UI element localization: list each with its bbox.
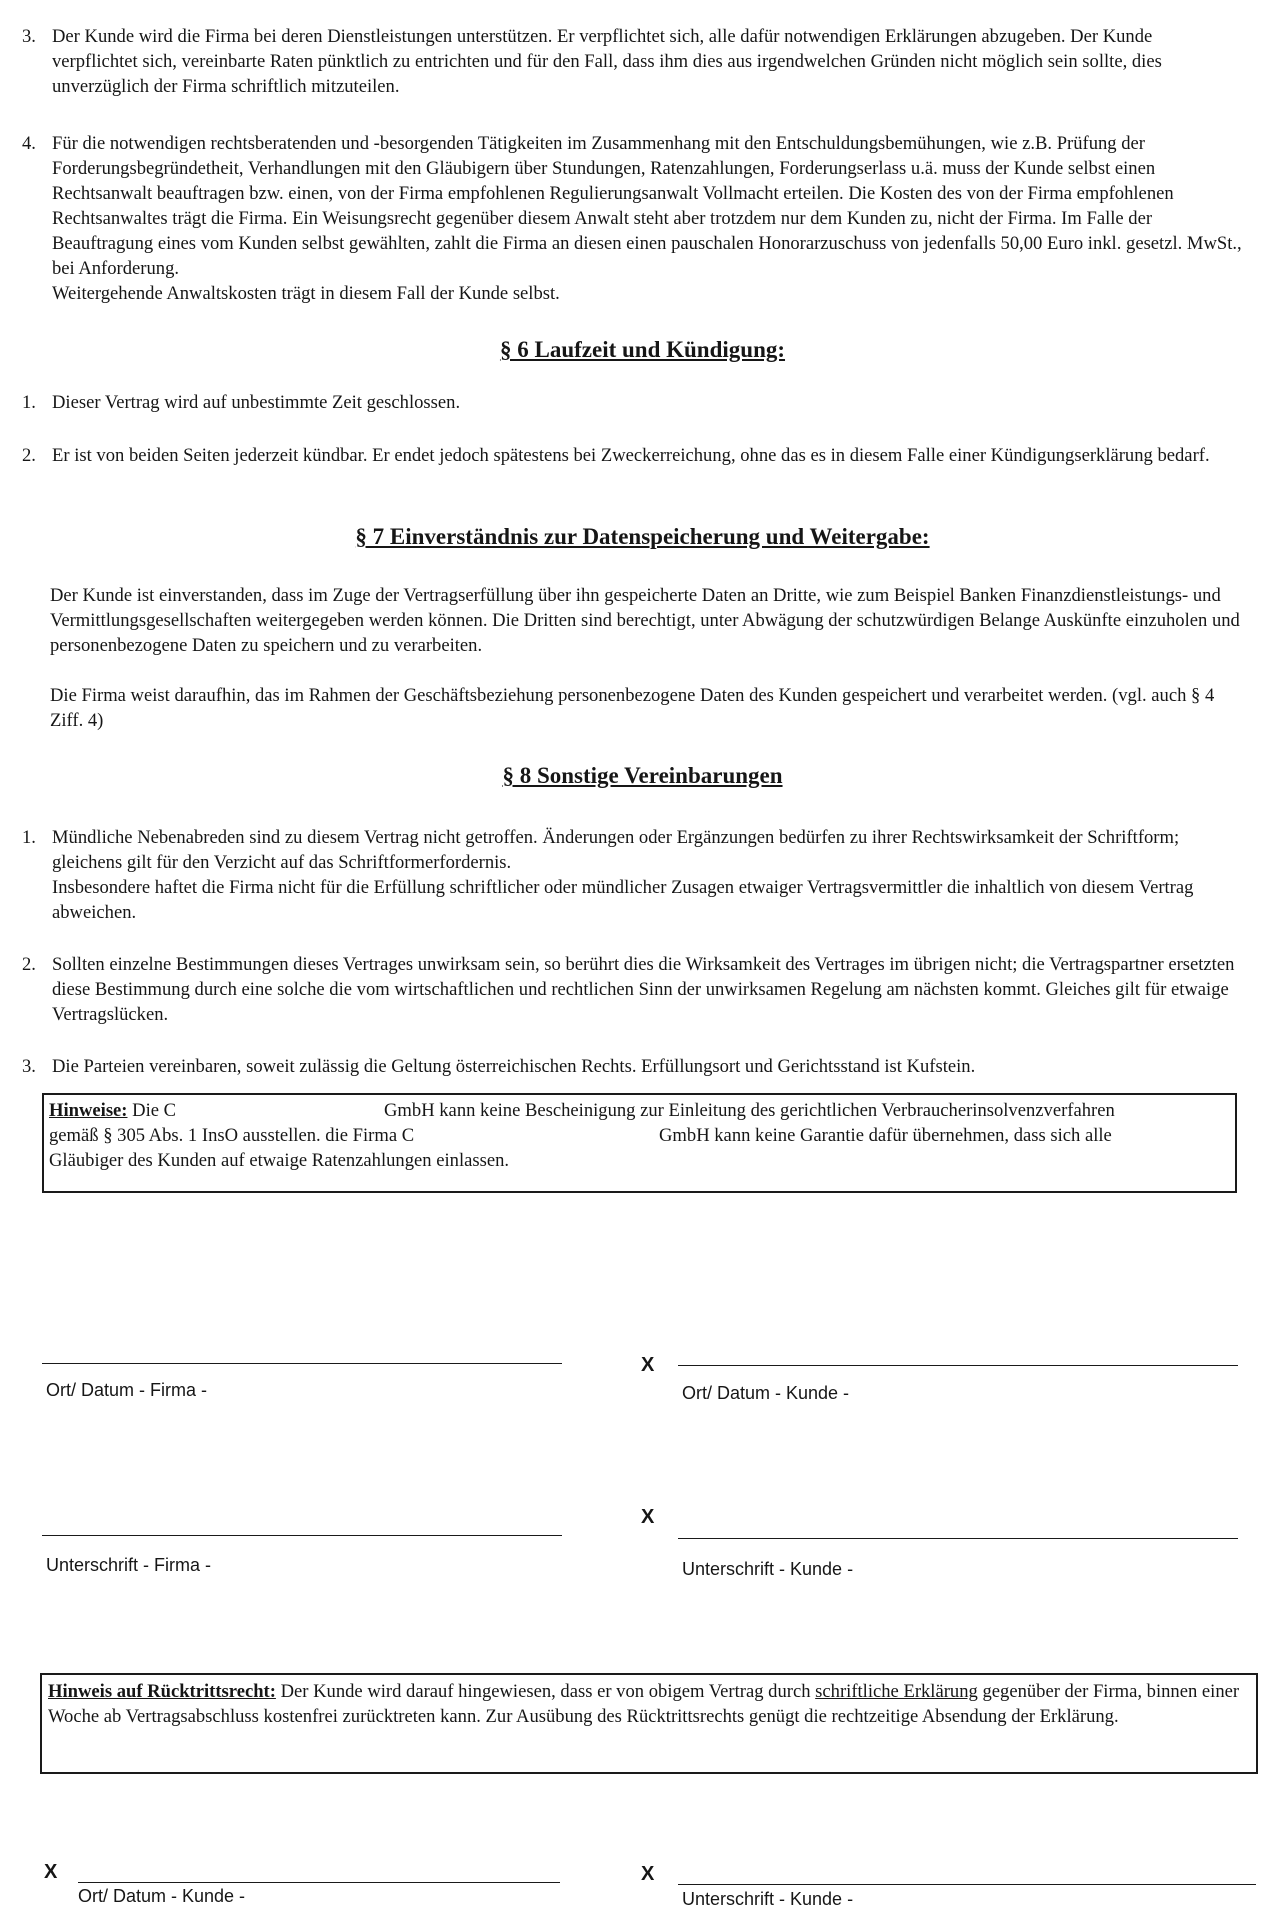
- withdrawal-text: gegenüber der Firma, binnen einer Woche ab Vertragsabschluss kostenfrei zurücktreten kann. Zur Ausübung des Rücktrittsrechts genügt die rechtzeitige Absendung der Erklärung.: [48, 1681, 1240, 1727]
- x-mark: X: [641, 1354, 655, 1376]
- clause-text: Dieser Vertrag wird auf unbestimmte Zeit geschlossen.: [52, 392, 461, 413]
- clause-number: 3.: [22, 1056, 36, 1077]
- clause-text: Für die notwendigen rechtsberatenden und -besorgenden Tätigkeiten im Zusammenhang mit den Entschuldungsbemühungen, wie z.B. Prüfung der Forderungsbegründetheit, Verhandlungen mit den Gläubigern über Stundungen, Ratenzahlungen, Forderungserlass u.ä. muss der Kunde selbst einen Rechtsanwalt beauftragen bzw. einen, von der Firma empfohlenen Regulierungsanwalt Vollmacht erteilen. Die Kosten des von der Firma empfohlenen Rechtsanwaltes trägt die Firma. Ein Weisungsrecht gegenüber diesem Anwalt steht aber trotzdem nur dem Kunden zu, nicht der Firma. Im Falle der Beauftragung eines vom Kunden selbst gewählten, zahlt die Firma an diesen einen pauschalen Honorarzuschuss von jedenfalls 50,00 Euro inkl. gesetzl. MwSt., bei Anforderung.: [52, 133, 1242, 279]
- clause-number: 1.: [22, 392, 36, 413]
- clause-number: 3.: [22, 26, 36, 47]
- signature-line-place-date-company[interactable]: [42, 1363, 562, 1364]
- withdrawal-label: Hinweis auf Rücktrittsrecht:: [48, 1681, 276, 1702]
- notice-label: Hinweise:: [49, 1100, 128, 1121]
- notice-text: Gläubiger des Kunden auf etwaige Ratenzahlungen einlassen.: [49, 1150, 510, 1171]
- section-7-paragraph-2: Die Firma weist daraufhin, das im Rahmen der Geschäftsbeziehung personenbezogene Daten des Kunden gespeichert und verarbeitet werden. (vgl. auch § 4 Ziff. 4): [50, 685, 1215, 731]
- withdrawal-text-underlined: schriftliche Erklärung: [815, 1681, 978, 1702]
- clause-number: 2.: [22, 445, 36, 466]
- notice-box: [42, 1093, 1237, 1193]
- clause-text: Sollten einzelne Bestimmungen dieses Vertrages unwirksam sein, so berührt dies die Wirksamkeit des Vertrages im übrigen nicht; die Vertragspartner ersetzten diese Bestimmung durch eine solche die vom wirtschaftlichen und rechtlichen Sinn der unwirksamen Regelung am nächsten kommt. Gleiches gilt für etwaige Vertragslücken.: [52, 954, 1235, 1025]
- clause-number: 1.: [22, 827, 36, 848]
- signature-line-company[interactable]: [42, 1535, 562, 1536]
- clause-text-continued: Insbesondere haftet die Firma nicht für die Erfüllung schriftlicher oder mündlicher Zusagen etwaiger Vertragsvermittler die inhaltlich von diesem Vertrag abweichen.: [52, 877, 1194, 923]
- notice-text: GmbH kann keine Bescheinigung zur Einleitung des gerichtlichen Verbraucherinsolvenzverfahren: [384, 1100, 1115, 1121]
- x-mark: X: [641, 1863, 655, 1885]
- label-place-date-company: Ort/ Datum - Firma -: [46, 1380, 207, 1400]
- clause-text: Er ist von beiden Seiten jederzeit kündbar. Er endet jedoch spätestens bei Zweckerreichung, ohne das es in diesem Falle einer Kündigungserklärung bedarf.: [52, 445, 1210, 466]
- label-signature-company: Unterschrift - Firma -: [46, 1555, 212, 1575]
- notice-text: Die C: [132, 1100, 177, 1121]
- clause-text: Die Parteien vereinbaren, soweit zulässig die Geltung österreichischen Rechts. Erfüllungsort und Gerichtsstand ist Kufstein.: [52, 1056, 976, 1077]
- signature-line-customer[interactable]: [678, 1538, 1238, 1539]
- x-mark: X: [44, 1861, 58, 1883]
- signature-line-bottom-place-date-customer[interactable]: [78, 1882, 560, 1883]
- clause-number: 2.: [22, 954, 36, 975]
- withdrawal-text: Der Kunde wird darauf hingewiesen, dass er von obigem Vertrag durch: [280, 1681, 811, 1702]
- label-signature-customer: Unterschrift - Kunde -: [682, 1559, 854, 1579]
- section-7-paragraph-1: Der Kunde ist einverstanden, dass im Zuge der Vertragserfüllung über ihn gespeicherte Daten an Dritte, wie zum Beispiel Banken Finanzdienstleistungs- und Vermittlungsgesellschaften weitergegeben werden können. Die Dritten sind berechtigt, unter Abwägung der schutzwürdigen Belange Auskünfte einzuholen und personenbezogene Daten zu speichern und zu verarbeiten.: [50, 585, 1240, 656]
- x-mark: X: [641, 1506, 655, 1528]
- section-8-heading: § 8 Sonstige Vereinbarungen: [502, 763, 783, 788]
- withdrawal-notice-box: [40, 1673, 1258, 1774]
- signature-line-place-date-customer[interactable]: [678, 1365, 1238, 1366]
- clause-text: Der Kunde wird die Firma bei deren Dienstleistungen unterstützen. Er verpflichtet sich, alle dafür notwendigen Erklärungen abzugeben. Der Kunde verpflichtet sich, vereinbarte Raten pünktlich zu entrichten und für den Fall, dass ihm dies aus irgendwelchen Gründen nicht möglich sein sollte, dies unverzüglich der Firma schriftlich mitzuteilen.: [52, 26, 1162, 97]
- clause-text-continued: Weitergehende Anwaltskosten trägt in diesem Fall der Kunde selbst.: [52, 283, 560, 304]
- section-7-heading: § 7 Einverständnis zur Datenspeicherung und Weitergabe:: [355, 524, 930, 549]
- label-bottom-place-date-customer: Ort/ Datum - Kunde -: [78, 1886, 246, 1906]
- section-6-heading: § 6 Laufzeit und Kündigung:: [499, 337, 786, 362]
- signature-line-bottom-customer[interactable]: [678, 1884, 1256, 1885]
- notice-text: GmbH kann keine Garantie dafür übernehmen, dass sich alle: [659, 1125, 1112, 1146]
- clause-number: 4.: [22, 133, 36, 154]
- clause-text: Mündliche Nebenabreden sind zu diesem Vertrag nicht getroffen. Änderungen oder Ergänzungen bedürfen zu ihrer Rechtswirksamkeit der Schriftform; gleichens gilt für den Verzicht auf das Schriftformerfordernis.: [52, 827, 1180, 873]
- label-place-date-customer: Ort/ Datum - Kunde -: [682, 1383, 850, 1403]
- notice-text: gemäß § 305 Abs. 1 InsO ausstellen. die Firma C: [49, 1125, 415, 1146]
- label-bottom-signature-customer: Unterschrift - Kunde -: [682, 1889, 854, 1909]
